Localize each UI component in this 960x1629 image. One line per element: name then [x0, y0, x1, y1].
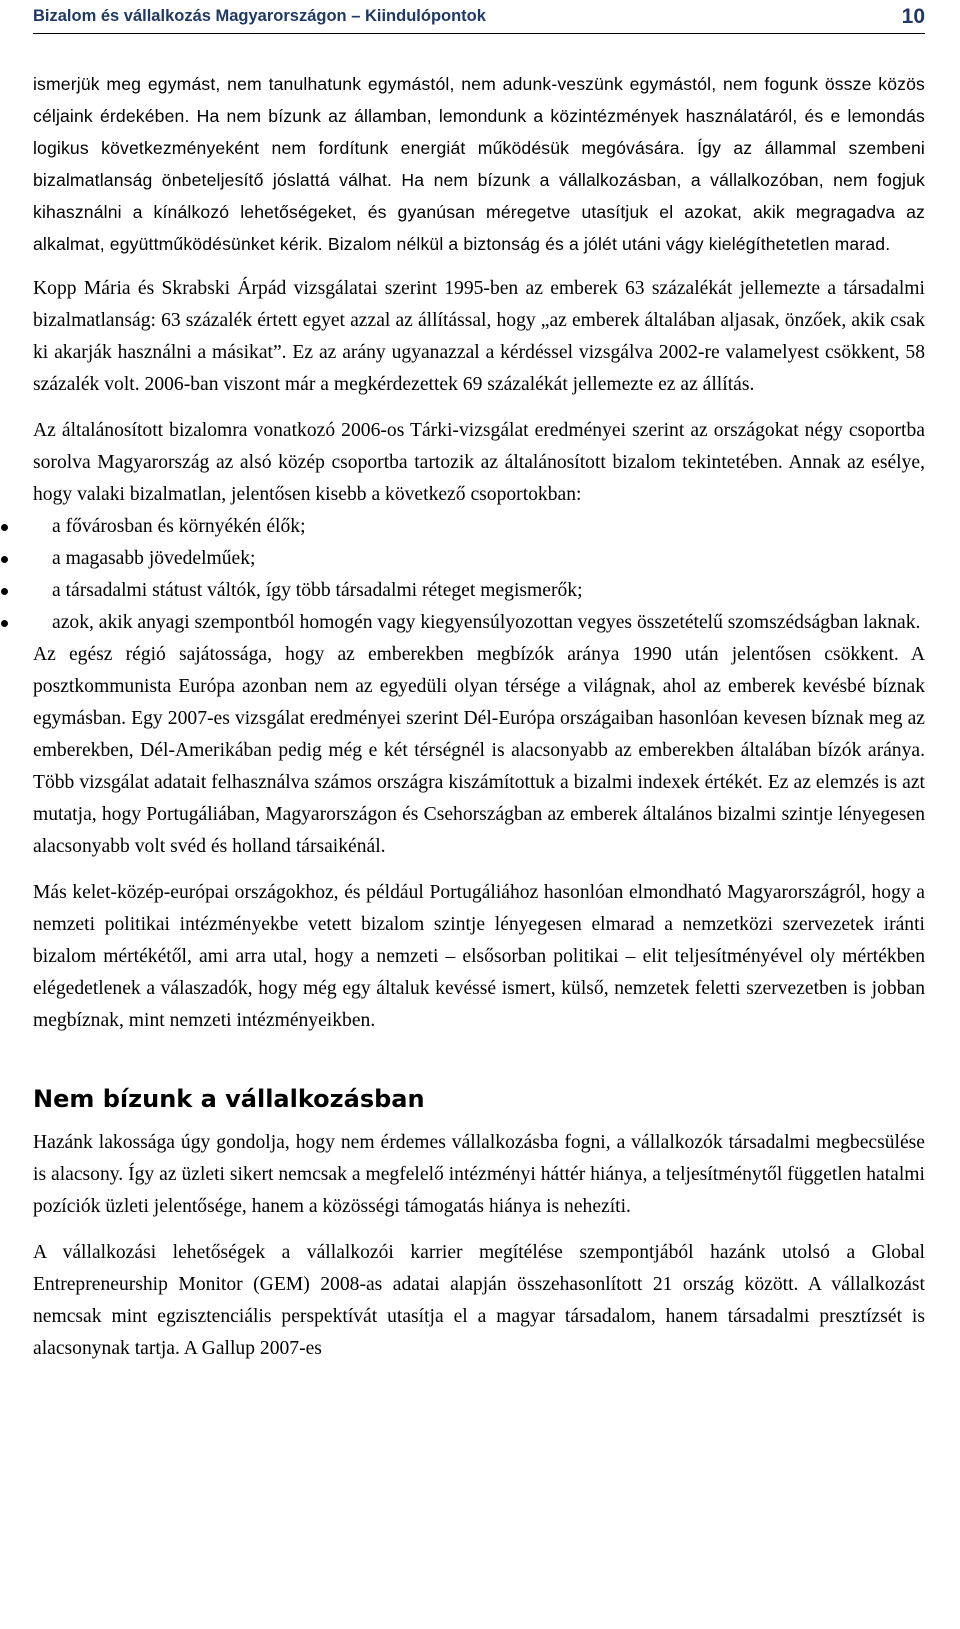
paragraph-intro: ismerjük meg egymást, nem tanulhatunk egymástól, nem adunk-veszünk egymástól, nem fogunk össze közös céljaink érdekében. Ha nem bízunk az államban, lemondunk a közintézmények használatáról, és e lemondás logikus következményeként nem fordítunk energiát működésük megóvására. Így az állammal szembeni bizalmatlanság önbeteljesítő jóslattá válhat. Ha nem bízunk a vállalkozásban, a vállalkozóban, nem fogjuk kihasználni a kínálkozó lehetőségeket, és gyanúsan méregetve utasítjuk el azokat, akik megragadva az alkalmat, együttműködésünket kérik. Bizalom nélkül a biztonság és a jólét utáni vágy kielégíthetetlen marad.: [33, 74, 925, 254]
paragraph-region: Az egész régió sajátossága, hogy az emberekben megbízók aránya 1990 után jelentősen csökkent. A posztkommunista Európa azonban nem az egyedüli olyan térsége a világnak, ahol az emberek kevésbé bíznak egymásban. Egy 2007-es vizsgálat eredményei szerint Dél-Európa országaiban hasonlóan kevesen bíznak meg az emberekben, Dél-Amerikában pedig még e két térségnél is alacsonyabb az emberekben általában bízók aránya. Több vizsgálat adatait felhasználva számos országra kiszámítottuk a bizalmi indexek értékét. Ez az elemzés is azt mutatja, hogy Portugáliában, Magyarországon és Csehországban az emberek általános bizalmi szintje lényegesen alacsonyabb volt svéd és holland társaikénál.: [33, 644, 925, 857]
list-item: a társadalmi státust váltók, így több társadalmi réteget megismerők;: [33, 575, 925, 607]
paragraph-kopp: Kopp Mária és Skrabski Árpád vizsgálatai szerint 1995-ben az emberek 63 százalékát jellemezte a társadalmi bizalmatlanság: 63 százalék értett egyet azzal az állítással, hogy „az emberek általában aljasak, önzőek, akik csak ki akarják használni a másikat”. Ez az arány ugyanazzal a kérdéssel vizsgálva 2002-re valamelyest csökkent, 58 százalék volt. 2006-ban viszont már a megkérdezettek 69 százalékát jellemezte ez az állítás.: [33, 278, 925, 395]
bullet-list: [33, 511, 925, 639]
running-header-title: Bizalom és vállalkozás Magyarországon – Kiindulópontok: [33, 7, 486, 25]
paragraph-gem: A vállalkozási lehetőségek a vállalkozói karrier megítélése szempontjából hazánk utolsó a Global Entrepreneurship Monitor (GEM) 2008-as adatai alapján összehasonlított 21 ország között. A vállalkozást nemcsak mint egzisztenciális perspektívát utasítja el a magyar társadalom, hanem társadalmi presztízsét is alacsonynak tartja. A Gallup 2007-es: [33, 1242, 925, 1359]
document-page: [33, 0, 925, 1365]
section-heading: Nem bízunk a vállalkozásban: [33, 1085, 425, 1113]
list-item: azok, akik anyagi szempontból homogén vagy kiegyensúlyozottan vegyes összetételű szomszédságban laknak.: [33, 607, 925, 639]
bullet-icon: [1, 556, 8, 563]
bullet-icon: [1, 620, 8, 627]
list-item: a fővárosban és környékén élők;: [33, 511, 925, 543]
bullet-icon: [1, 524, 8, 531]
paragraph-tarki: Az általánosított bizalomra vonatkozó 2006-os Tárki-vizsgálat eredményei szerint az országokat négy csoportba sorolva Magyarország az alsó közép csoportba tartozik az általánosított bizalom tekintetében. Annak az esélye, hogy valaki bizalmatlan, jelentősen kisebb a következő csoportokban:: [33, 420, 925, 505]
paragraph-hazank: Hazánk lakossága úgy gondolja, hogy nem érdemes vállalkozásba fogni, a vállalkozók társadalmi megbecsülése is alacsony. Így az üzleti sikert nemcsak a megfelelő intézményi háttér hiánya, a teljesítménytől független hatalmi pozíciók üzleti jelentősége, hanem a közösségi támogatás hiánya is nehezíti.: [33, 1132, 925, 1217]
page-number: 10: [901, 5, 925, 28]
bullet-icon: [1, 588, 8, 595]
paragraph-central-europe: Más kelet-közép-európai országokhoz, és például Portugáliához hasonlóan elmondható Magyarországról, hogy a nemzeti politikai intézményekbe vetett bizalom szintje lényegesen elmarad a nemzetközi szervezetek iránti bizalom mértékétől, ami arra utal, hogy a nemzeti – elsősorban politikai – elit teljesítményével oly mértékben elégedetlenek a válaszadók, hogy még egy általuk kevéssé ismert, külső, nemzetek feletti szervezetben is jobban megbíznak, mint nemzeti intézményeikben.: [33, 882, 925, 1031]
running-header: [33, 0, 925, 34]
list-item: a magasabb jövedelműek;: [33, 543, 925, 575]
